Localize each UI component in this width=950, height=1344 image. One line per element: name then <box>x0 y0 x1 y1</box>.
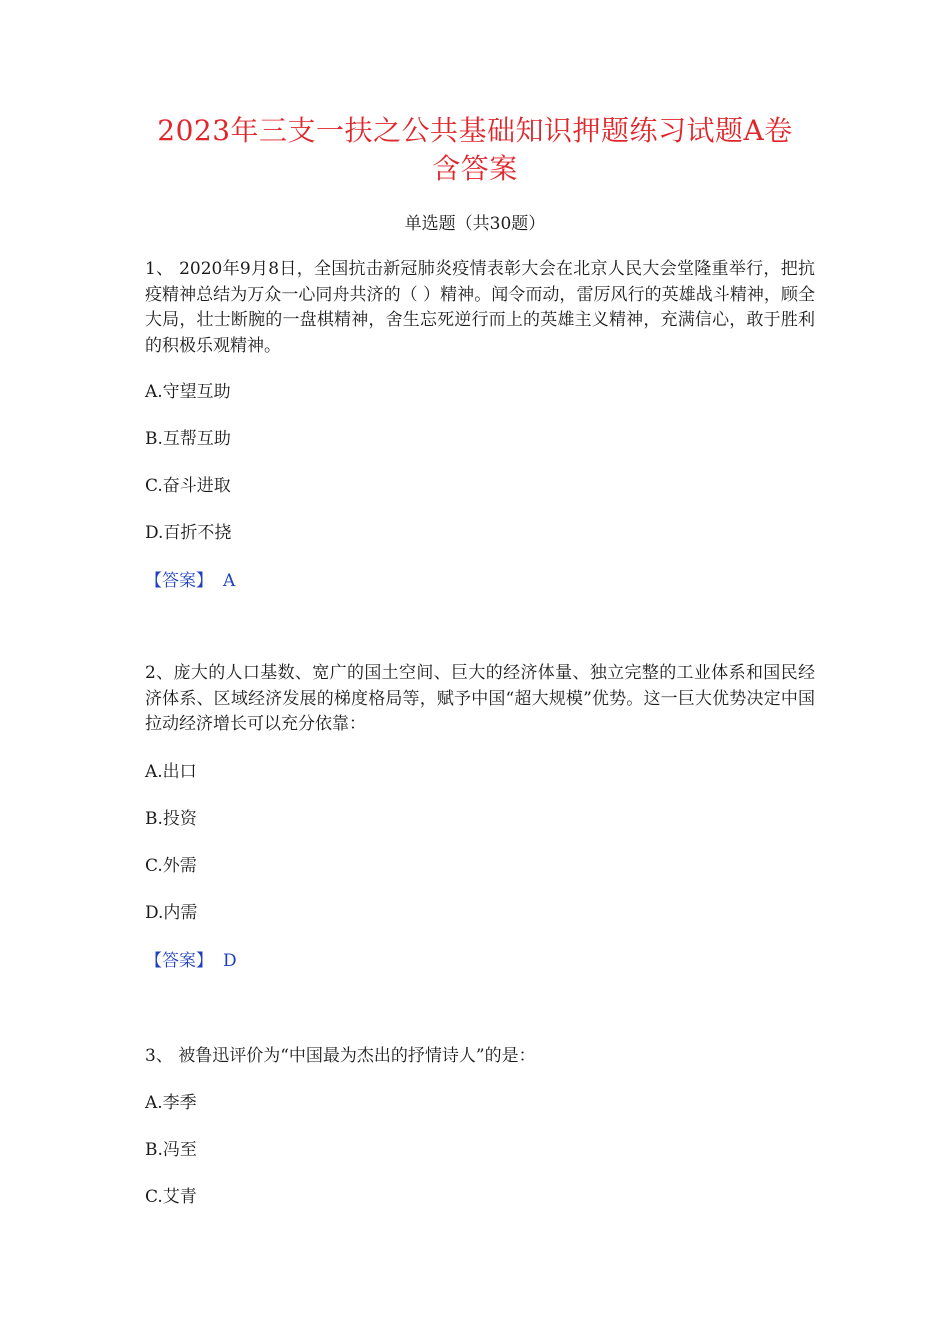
document-title <box>120 112 830 188</box>
question-2-option-d: D.内需 <box>145 903 198 923</box>
question-1 <box>145 257 815 359</box>
question-3-option-b: B.冯至 <box>145 1140 197 1160</box>
answer-value: D <box>223 951 237 971</box>
question-2-answer <box>145 950 237 972</box>
answer-value: A <box>223 571 236 591</box>
question-2 <box>145 661 815 738</box>
question-3-option-a: A.李季 <box>145 1093 197 1113</box>
question-2-option-a: A.出口 <box>145 762 197 782</box>
question-1-option-a: A.守望互助 <box>145 382 231 402</box>
question-text: 1、 2020年9月8日，全国抗击新冠肺炎疫情表彰大会在北京人民大会堂隆重举行，把抗疫精神总结为万众一心同舟共济的（ ）精神。闻令而动，雷厉风行的英雄战斗精神，顾全大局，壮士断腕的一盘棋精神，舍生忘死逆行而上的英雄主义精神，充满信心，敢于胜利的积极乐观精神。 <box>145 259 815 356</box>
question-text: 3、 被鲁迅评价为“中国最为杰出的抒情诗人”的是： <box>145 1046 536 1066</box>
question-2-option-b: B.投资 <box>145 809 197 829</box>
question-1-option-d: D.百折不挠 <box>145 523 232 543</box>
question-3 <box>145 1044 815 1070</box>
question-text: 2、庞大的人口基数、宽广的国土空间、巨大的经济体量、独立完整的工业体系和国民经济体系、区域经济发展的梯度格局等，赋予中国“超大规模”优势。这一巨大优势决定中国拉动经济增长可以充分依靠： <box>145 663 815 734</box>
question-3-option-c: C.艾青 <box>145 1187 197 1207</box>
question-2-option-c: C.外需 <box>145 856 197 876</box>
answer-label: 【答案】 <box>145 571 213 591</box>
document-title-line-2: 含答案 <box>432 152 518 185</box>
section-heading: 单选题（共30题） <box>404 214 546 234</box>
answer-label: 【答案】 <box>145 951 213 971</box>
question-1-answer <box>145 570 235 592</box>
question-1-option-c: C.奋斗进取 <box>145 476 231 496</box>
document-title-line-1: 2023年三支一扶之公共基础知识押题练习试题A卷 <box>157 114 793 147</box>
question-1-option-b: B.互帮互助 <box>145 429 231 449</box>
